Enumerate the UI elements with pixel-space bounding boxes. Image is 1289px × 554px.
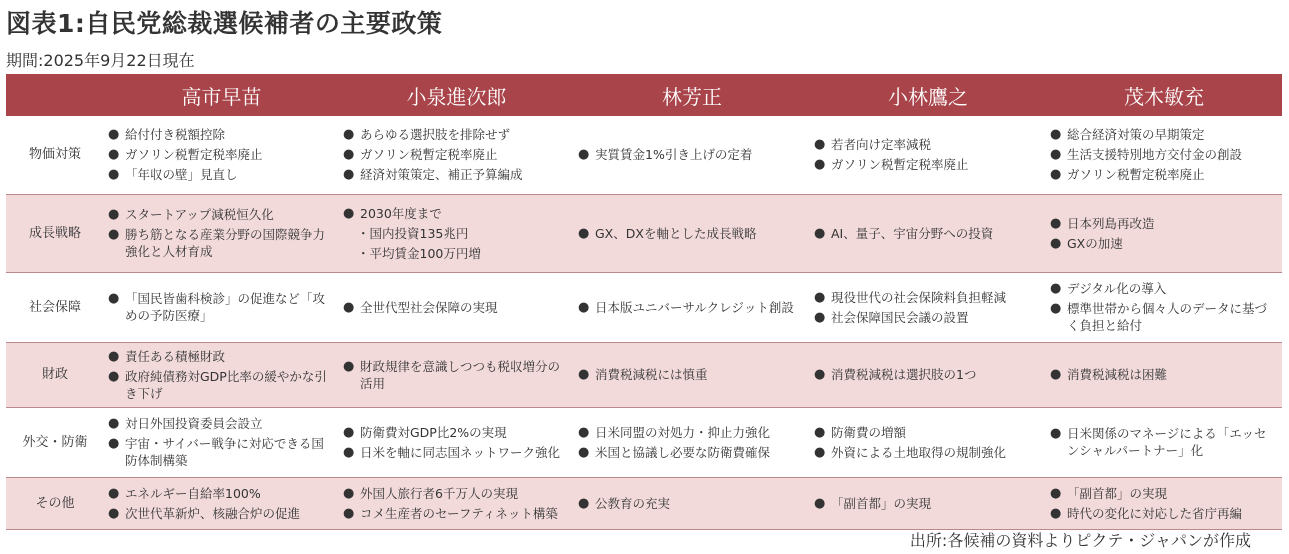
bullet-item: ● 現役世代の社会保険料負担軽減 — [814, 289, 1042, 306]
policy-cell — [574, 116, 810, 194]
bullet-item: ● 財政規律を意識しつつも税収増分の活用 — [343, 358, 570, 392]
source-note: 出所:各候補の資料よりピクテ・ジャパンが作成 — [909, 531, 1251, 550]
bullet-item: ● 2030年度まで — [343, 205, 570, 222]
policy-list — [1050, 425, 1278, 459]
policy-cell — [339, 194, 574, 272]
header-candidate: 茂木敏充 — [1046, 74, 1282, 116]
bullet-item: ● 日本列島再改造 — [1050, 215, 1278, 232]
policy-list — [814, 424, 1042, 461]
bullet-item: ● 対日外国投資委員会設立 — [108, 415, 335, 432]
policy-cell — [1046, 407, 1282, 477]
policy-cell — [339, 116, 574, 194]
policy-list — [578, 225, 806, 242]
policy-list — [343, 205, 570, 262]
policy-cell — [1046, 477, 1282, 529]
header-candidate: 高市早苗 — [104, 74, 339, 116]
bullet-item: ● 時代の変化に対応した省庁再編 — [1050, 505, 1278, 522]
table-body — [6, 116, 1282, 529]
policy-list — [108, 415, 335, 469]
bullet-item: ● 日米関係のマネージによる「エッセンシャルパートナー」化 — [1050, 425, 1278, 459]
table-row — [6, 194, 1282, 272]
bullet-item: ● 給付付き税額控除 — [108, 126, 335, 143]
bullet-item: ● ガソリン税暫定税率廃止 — [108, 146, 335, 163]
bullet-item: ● 勝ち筋となる産業分野の国際競争力強化と人材育成 — [108, 226, 335, 260]
policy-cell — [810, 272, 1046, 342]
bullet-item: ● 責任ある積極財政 — [108, 348, 335, 365]
policy-cell — [574, 407, 810, 477]
policy-list — [578, 146, 806, 163]
policy-cell — [104, 194, 339, 272]
policy-cell — [574, 194, 810, 272]
period-label: 期間:2025年9月22日現在 — [6, 51, 195, 70]
bullet-item: ● 外資による土地取得の規制強化 — [814, 444, 1042, 461]
policy-cell — [104, 342, 339, 407]
bullet-item: ● コメ生産者のセーフティネット構築 — [343, 505, 570, 522]
policy-cell — [574, 477, 810, 529]
bullet-item: ● デジタル化の導入 — [1050, 280, 1278, 297]
bullet-item: ● 「副首都」の実現 — [814, 495, 1042, 512]
policy-cell — [339, 272, 574, 342]
bullet-item: ● 防衛費対GDP比2%の実現 — [343, 424, 570, 441]
policy-list — [108, 126, 335, 183]
sub-item: ・国内投資135兆円 — [357, 225, 469, 241]
policy-cell — [574, 342, 810, 407]
policy-list — [343, 424, 570, 461]
policy-list — [814, 495, 1042, 512]
policy-cell — [1046, 116, 1282, 194]
policy-list — [578, 366, 806, 383]
policy-list — [108, 290, 335, 324]
policy-cell — [810, 342, 1046, 407]
policy-list — [343, 485, 570, 522]
header-candidate: 小泉進次郎 — [339, 74, 574, 116]
policy-list — [1050, 485, 1278, 522]
row-category: 社会保障 — [6, 272, 104, 342]
policy-list — [108, 348, 335, 402]
bullet-item: ● 若者向け定率減税 — [814, 136, 1042, 153]
bullet-item: ● 実質賃金1%引き上げの定着 — [578, 146, 806, 163]
policy-cell — [1046, 272, 1282, 342]
bullet-item: ● 消費税減税は選択肢の1つ — [814, 366, 1042, 383]
policy-list — [1050, 366, 1278, 383]
policy-list — [578, 495, 806, 512]
row-category: 財政 — [6, 342, 104, 407]
sub-item: ・平均賃金100万円増 — [357, 245, 481, 261]
bullet-item: ● 米国と協議し必要な防衛費確保 — [578, 444, 806, 461]
policy-cell — [810, 116, 1046, 194]
policy-cell — [1046, 194, 1282, 272]
policy-list — [108, 485, 335, 522]
policy-cell — [339, 407, 574, 477]
bullet-item: ● 防衛費の増額 — [814, 424, 1042, 441]
policy-cell — [810, 407, 1046, 477]
bullet-item: ● 「年収の壁」見直し — [108, 166, 335, 183]
bullet-item: ● 日米を軸に同志国ネットワーク強化 — [343, 444, 570, 461]
bullet-item: ● 生活支援特別地方交付金の創設 — [1050, 146, 1278, 163]
bullet-item: ● 全世代型社会保障の実現 — [343, 299, 570, 316]
policy-list — [814, 136, 1042, 173]
policy-cell — [339, 477, 574, 529]
bullet-item: ● 日米同盟の対処力・抑止力強化 — [578, 424, 806, 441]
policy-table — [6, 74, 1282, 530]
bullet-item: ● 外国人旅行者6千万人の実現 — [343, 485, 570, 502]
page-title: 図表1:自民党総裁選候補者の主要政策 — [6, 9, 443, 38]
bullet-item: ● GX、DXを軸とした成長戦略 — [578, 225, 806, 242]
table-row — [6, 116, 1282, 194]
policy-cell — [810, 194, 1046, 272]
policy-list — [343, 299, 570, 316]
row-category: 成長戦略 — [6, 194, 104, 272]
header-candidate: 林芳正 — [574, 74, 810, 116]
table-row — [6, 407, 1282, 477]
bullet-item: ● エネルギー自給率100% — [108, 485, 335, 502]
bullet-item: ● 日本版ユニバーサルクレジット創設 — [578, 299, 806, 316]
policy-cell — [810, 477, 1046, 529]
policy-list — [1050, 215, 1278, 252]
row-category: その他 — [6, 477, 104, 529]
bullet-item: ● 公教育の充実 — [578, 495, 806, 512]
policy-list — [578, 299, 806, 316]
bullet-item: ● 標準世帯から個々人のデータに基づく負担と給付 — [1050, 300, 1278, 334]
bullet-item: ● 政府純債務対GDP比率の緩やかな引き下げ — [108, 368, 335, 402]
policy-list — [814, 225, 1042, 242]
bullet-item: ● 「国民皆歯科検診」の促進など「攻めの予防医療」 — [108, 290, 335, 324]
policy-cell — [1046, 342, 1282, 407]
policy-cell — [104, 272, 339, 342]
policy-list — [343, 358, 570, 392]
bullet-item: ● 消費税減税には慎重 — [578, 366, 806, 383]
bullet-item: ● あらゆる選択肢を排除せず — [343, 126, 570, 143]
table-row — [6, 342, 1282, 407]
policy-cell — [104, 477, 339, 529]
policy-cell — [574, 272, 810, 342]
bullet-item: ● 社会保障国民会議の設置 — [814, 309, 1042, 326]
policy-list — [343, 126, 570, 183]
policy-cell — [104, 407, 339, 477]
bullet-item: ● ガソリン税暫定税率廃止 — [343, 146, 570, 163]
policy-list — [1050, 280, 1278, 334]
bullet-item: ● ガソリン税暫定税率廃止 — [1050, 166, 1278, 183]
row-category: 物価対策 — [6, 116, 104, 194]
policy-list — [108, 206, 335, 260]
policy-list — [578, 424, 806, 461]
row-category: 外交・防衛 — [6, 407, 104, 477]
policy-list — [814, 289, 1042, 326]
table-row — [6, 477, 1282, 529]
bullet-item: ● 消費税減税は困難 — [1050, 366, 1278, 383]
bullet-item: ● AI、量子、宇宙分野への投資 — [814, 225, 1042, 242]
bullet-item: ● 次世代革新炉、核融合炉の促進 — [108, 505, 335, 522]
header-candidate: 小林鷹之 — [810, 74, 1046, 116]
policy-cell — [104, 116, 339, 194]
policy-list — [814, 366, 1042, 383]
policy-list — [1050, 126, 1278, 183]
bullet-item: ● スタートアップ減税恒久化 — [108, 206, 335, 223]
table-row — [6, 272, 1282, 342]
bullet-item: ● GXの加速 — [1050, 235, 1278, 252]
bullet-item: ● 「副首都」の実現 — [1050, 485, 1278, 502]
bullet-item: ● 宇宙・サイバー戦争に対応できる国防体制構築 — [108, 435, 335, 469]
header-category-cell — [6, 74, 104, 116]
bullet-item: ● 経済対策策定、補正予算編成 — [343, 166, 570, 183]
table-header-row — [6, 74, 1282, 116]
bullet-item: ● 総合経済対策の早期策定 — [1050, 126, 1278, 143]
bullet-item: ● ガソリン税暫定税率廃止 — [814, 156, 1042, 173]
policy-cell — [339, 342, 574, 407]
